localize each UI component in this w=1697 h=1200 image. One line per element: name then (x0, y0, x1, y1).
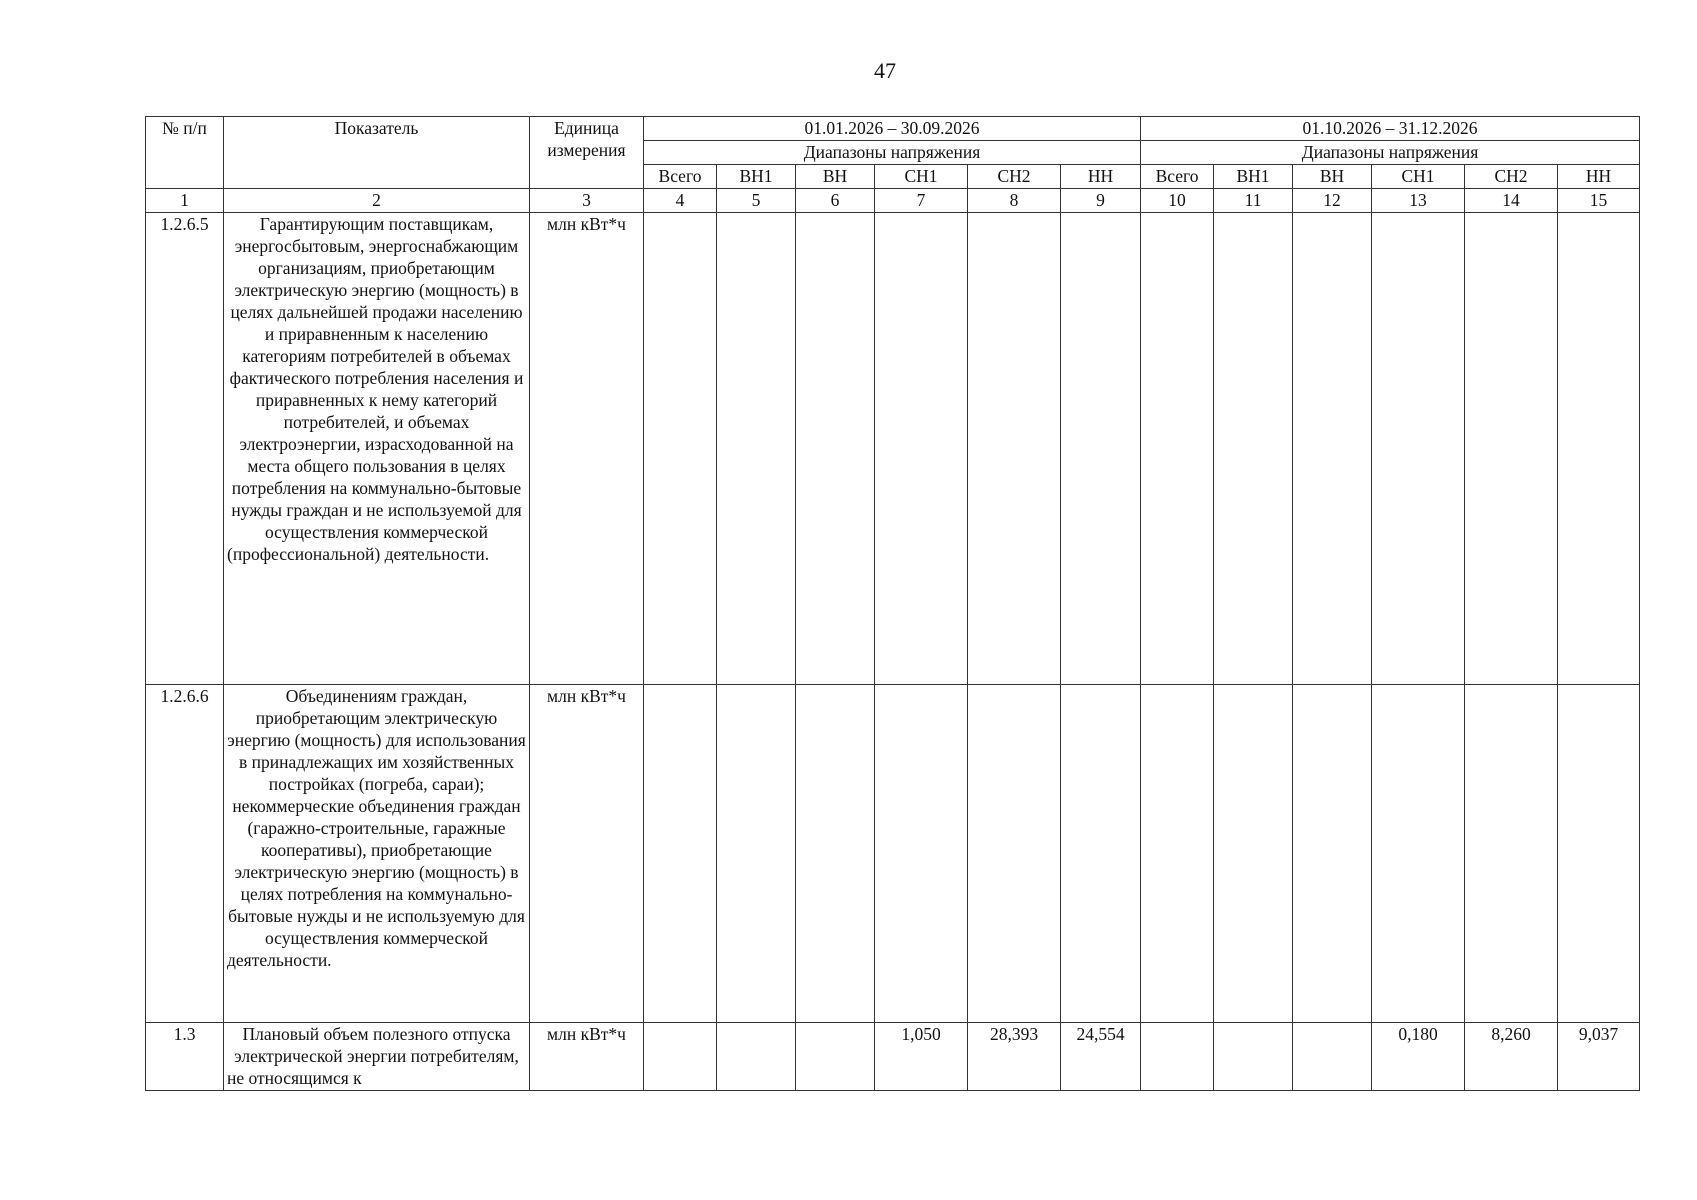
value-cell: 8,260 (1465, 1023, 1558, 1091)
subcol-nn-2: НН (1558, 165, 1640, 189)
column-number: 7 (875, 189, 968, 213)
value-cell (1465, 213, 1558, 685)
value-cell (1293, 213, 1372, 685)
row-unit: млн кВт*ч (530, 685, 644, 1023)
value-cell (644, 685, 717, 1023)
subcol-total-1: Всего (644, 165, 717, 189)
value-cell (968, 685, 1061, 1023)
value-cell (875, 685, 968, 1023)
column-number: 9 (1061, 189, 1141, 213)
value-cell: 1,050 (875, 1023, 968, 1091)
row-indicator: Плановый объем полезного отпуска электрической энергии потребителям, не относящимся к (224, 1023, 530, 1091)
subcol-vn-2: ВН (1293, 165, 1372, 189)
value-cell (1141, 213, 1214, 685)
column-number: 11 (1214, 189, 1293, 213)
value-cell (717, 685, 796, 1023)
row-number: 1.2.6.6 (146, 685, 224, 1023)
column-number: 2 (224, 189, 530, 213)
column-number: 12 (1293, 189, 1372, 213)
column-number: 4 (644, 189, 717, 213)
page-number: 47 (874, 58, 896, 83)
subcol-sn2-2: СН2 (1465, 165, 1558, 189)
value-cell (1061, 685, 1141, 1023)
subcol-total-2: Всего (1141, 165, 1214, 189)
value-cell (717, 1023, 796, 1091)
header-col-indicator: Показатель (224, 117, 530, 189)
header-col-num: № п/п (146, 117, 224, 189)
column-number: 6 (796, 189, 875, 213)
column-number: 14 (1465, 189, 1558, 213)
subcol-vn1-1: ВН1 (717, 165, 796, 189)
value-cell (1141, 685, 1214, 1023)
row-indicator: Объединениям граждан, приобретающим электрическую энергию (мощность) для использования в принадлежащих им хозяйственных постройках (погреба, сараи); некоммерческие объединения граждан (гаражно-строительные, гаражные кооперативы), приобретающие электрическую энергию (мощность) в целях потребления на коммунально-бытовые нужды и не используемую для осуществления коммерческой деятельности. (224, 685, 530, 1023)
value-cell (1465, 685, 1558, 1023)
value-cell (1293, 685, 1372, 1023)
value-cell (1214, 213, 1293, 685)
table-row (146, 1023, 1640, 1091)
row-indicator: Гарантирующим поставщикам, энергосбытовым, энергоснабжающим организациям, приобретающим электрическую энергию (мощность) в целях дальнейшей продажи населению и приравненным к населению категориям потребителей в объемах фактического потребления населения и приравненных к нему категорий потребителей, и объемах электроэнергии, израсходованной на места общего пользования в целях потребления на коммунально-бытовые нужды граждан и не используемой для осуществления коммерческой (профессиональной) деятельности. (224, 213, 530, 685)
subcol-sn2-1: СН2 (968, 165, 1061, 189)
value-cell (1558, 213, 1640, 685)
value-cell (796, 1023, 875, 1091)
header-period-2: 01.10.2026 – 31.12.2026 (1141, 117, 1640, 141)
value-cell: 0,180 (1372, 1023, 1465, 1091)
header-voltage-ranges-2: Диапазоны напряжения (1141, 141, 1640, 165)
value-cell (968, 213, 1061, 685)
value-cell (1558, 685, 1640, 1023)
column-number: 13 (1372, 189, 1465, 213)
column-number: 8 (968, 189, 1061, 213)
value-cell (717, 213, 796, 685)
value-cell (644, 213, 717, 685)
subcol-sn1-2: СН1 (1372, 165, 1465, 189)
header-voltage-ranges-1: Диапазоны напряжения (644, 141, 1141, 165)
value-cell: 28,393 (968, 1023, 1061, 1091)
value-cell (1293, 1023, 1372, 1091)
value-cell: 9,037 (1558, 1023, 1640, 1091)
value-cell (1061, 213, 1141, 685)
value-cell (875, 213, 968, 685)
row-number: 1.2.6.5 (146, 213, 224, 685)
data-table (145, 116, 1640, 1091)
value-cell (1372, 685, 1465, 1023)
value-cell (1141, 1023, 1214, 1091)
value-cell (796, 213, 875, 685)
table-row (146, 213, 1640, 685)
subcol-nn-1: НН (1061, 165, 1141, 189)
header-period-1: 01.01.2026 – 30.09.2026 (644, 117, 1141, 141)
row-unit: млн кВт*ч (530, 1023, 644, 1091)
row-unit: млн кВт*ч (530, 213, 644, 685)
column-number: 15 (1558, 189, 1640, 213)
column-number: 10 (1141, 189, 1214, 213)
value-cell (796, 685, 875, 1023)
table-row (146, 685, 1640, 1023)
column-number: 3 (530, 189, 644, 213)
subcol-vn-1: ВН (796, 165, 875, 189)
value-cell (1214, 1023, 1293, 1091)
value-cell (1214, 685, 1293, 1023)
value-cell: 24,554 (1061, 1023, 1141, 1091)
header-col-unit: Единица измерения (530, 117, 644, 189)
row-number: 1.3 (146, 1023, 224, 1091)
column-number: 1 (146, 189, 224, 213)
value-cell (644, 1023, 717, 1091)
subcol-sn1-1: СН1 (875, 165, 968, 189)
column-number: 5 (717, 189, 796, 213)
value-cell (1372, 213, 1465, 685)
subcol-vn1-2: ВН1 (1214, 165, 1293, 189)
